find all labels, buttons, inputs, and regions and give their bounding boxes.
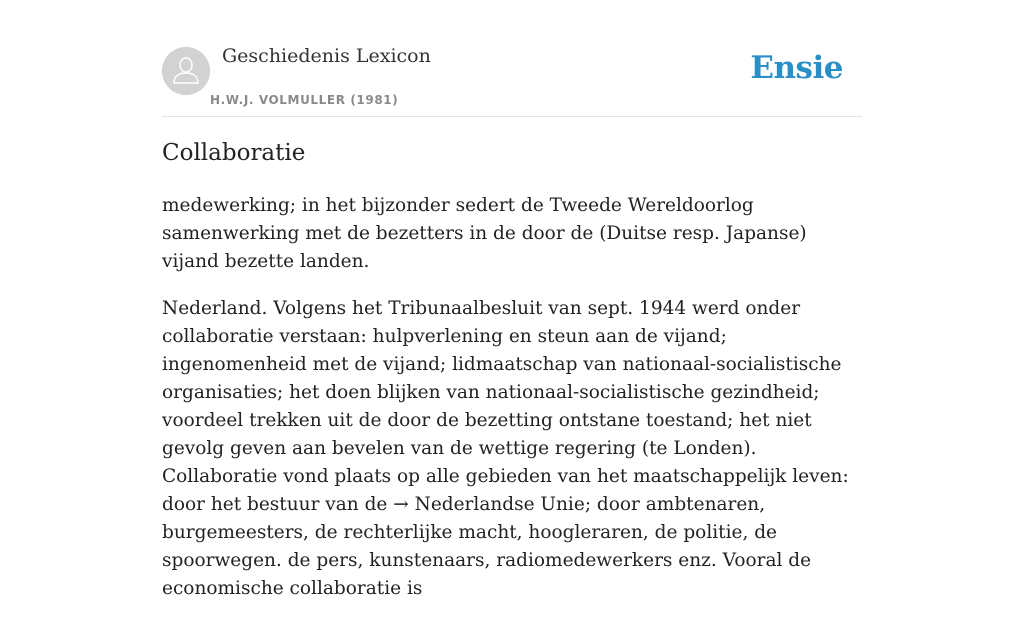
avatar-graphic [162, 47, 210, 95]
entry-text: Nederland. Volgens het Tribunaalbesluit van sept. 1944 werd onder collaboratie verstaan: hulpverlening en steun aan de vijand; ingenomenheid met de vijand; lidmaatschap van nationaal-socialistische organisaties; het doen blijken van nationaal-socialistische gezindheid; voordeel trekken uit de door de bezetting ontstane toestand; het niet gevolg geven aan bevelen van de wettige regering (te Londen). Collaboratie vond plaats op alle gebieden van het maatschappelijk leven: door het bestuur van de [162, 298, 849, 515]
crossref-link-nederlandse-unie[interactable]: → Nederlandse Unie [393, 494, 585, 515]
entry-text: ; door ambtenaren, burgemeesters, de rechterlijke macht, hoogleraren, de politie, de spoorwegen. de pers, kunstenaars, radiomedewerkers enz. Vooral de economische collaboratie is [162, 494, 812, 599]
lexicon-title[interactable]: Geschiedenis Lexicon [222, 45, 431, 67]
user-silhouette-icon[interactable] [162, 47, 210, 95]
entry-paragraph: medewerking; in het bijzonder sedert de Tweede Wereldoorlog samenwerking met de bezetters in de door de (Duitse resp. Japanse) vijand bezette landen. [162, 195, 807, 272]
ensie-logo[interactable]: Ensie [750, 50, 843, 86]
content-container [162, 0, 862, 599]
lexicon-header [162, 0, 862, 117]
entry-body [162, 192, 862, 622]
entry-paragraph [162, 295, 862, 603]
entry-title: Collaboratie [162, 140, 306, 166]
lexicon-author: H.W.J. VOLMULLER (1981) [210, 93, 399, 107]
